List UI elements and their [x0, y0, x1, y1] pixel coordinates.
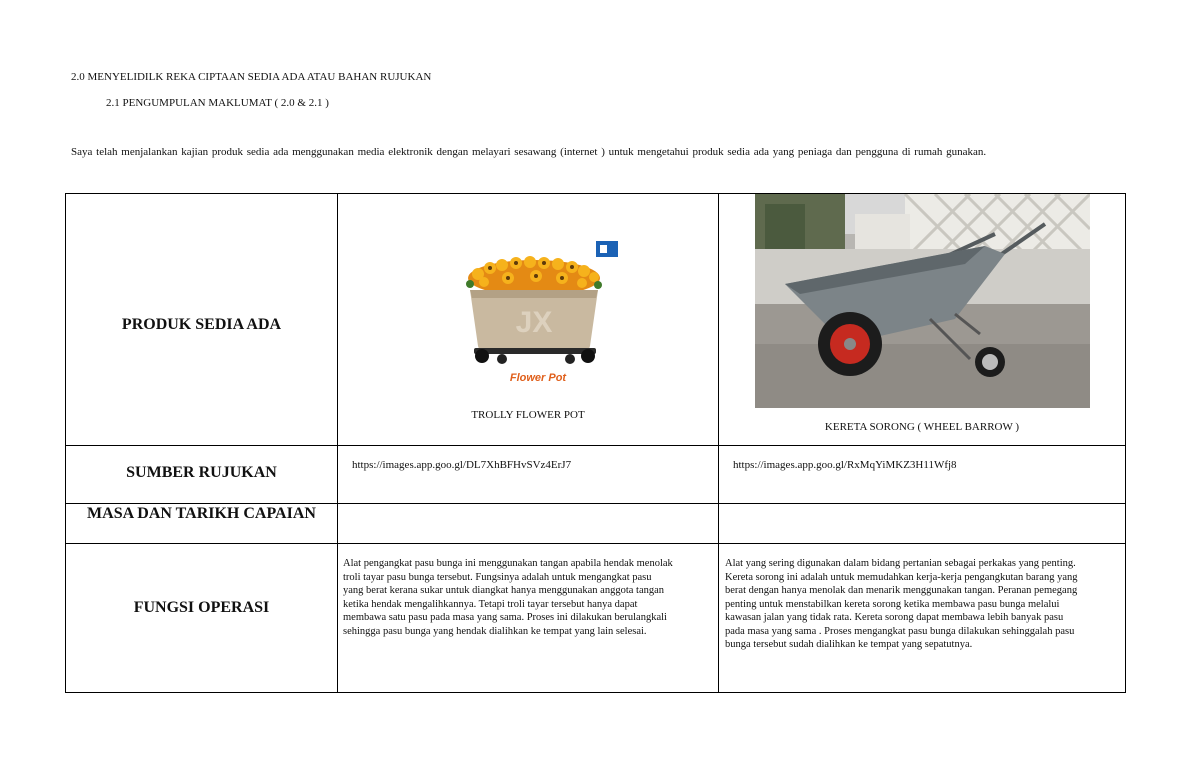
section-heading: 2.0 MENYELIDILK REKA CIPTAAN SEDIA ADA ATAU BAHAN RUJUKAN	[71, 71, 432, 83]
wheelbarrow-image	[755, 194, 1090, 408]
section-subheading: 2.1 PENGUMPULAN MAKLUMAT ( 2.0 & 2.1 )	[106, 97, 329, 109]
function-text-wheelbarrow: Alat yang sering digunakan dalam bidang pertanian sebagai perkakas yang penting. Kereta sorong ini adalah untuk memudahkan kerja-kerja pengangkutan barang yang berat dengan hanya menolak dan menarik menggunakan tangan. Peranan pemegang penting untuk menstabilkan kereta sorong ketika membawa pasu bunga melalui kawasan jalan yang tidak rata. Kereta sorong dapat membawa lebih banyak pasu pada masa yang sama . Proses mengangkat pasu bunga dilakukan sehinggalah pasu bunga tersebut sudah dialihkan ke tempat yang sepatutnya.	[725, 558, 1078, 650]
source-url-wheelbarrow: https://images.app.goo.gl/RxMqYiMKZ3H11Wfj8	[733, 459, 957, 471]
flower-pot-trolley-image	[462, 238, 622, 388]
row-header-fungsi: FUNGSI OPERASI	[133, 599, 270, 616]
function-text-flower-pot: Alat pengangkat pasu bunga ini menggunakan tangan apabila hendak menolak troli tayar pasu bunga tersebut. Fungsinya adalah untuk mengangkat pasu yang berat kerana sukar untuk diangkat hanya menggunakan anggota tangan ketika hendak mengalihkannya. Tetapi troli tayar tersebut hanya dapat membawa satu pasu pada masa yang sama. Proses ini dilakukan berulangkali sehingga pasu bunga yang hendak dialihkan ke tempat yang lain selesai.	[343, 558, 673, 637]
row-header-produk: PRODUK SEDIA ADA	[121, 316, 282, 333]
pot-logo: JX	[515, 306, 553, 339]
row-header-sumber: SUMBER RUJUKAN	[126, 464, 277, 481]
flower-pot-image-label: Flower Pot	[509, 372, 567, 384]
source-url-flower-pot: https://images.app.goo.gl/DL7XhBFHvSVz4ErJ7	[352, 459, 572, 471]
flower-pot-caption: TROLLY FLOWER POT	[471, 409, 585, 421]
intro-paragraph: Saya telah menjalankan kajian produk sedia ada menggunakan media elektronik dengan melayari sesawang (internet ) untuk mengetahui produk sedia ada yang peniaga dan pengguna di rumah gunakan.	[71, 146, 987, 158]
row-header-masa: MASA DAN TARIKH CAPAIAN	[87, 505, 316, 522]
wheelbarrow-caption: KERETA SORONG ( WHEEL BARROW )	[824, 421, 1020, 433]
